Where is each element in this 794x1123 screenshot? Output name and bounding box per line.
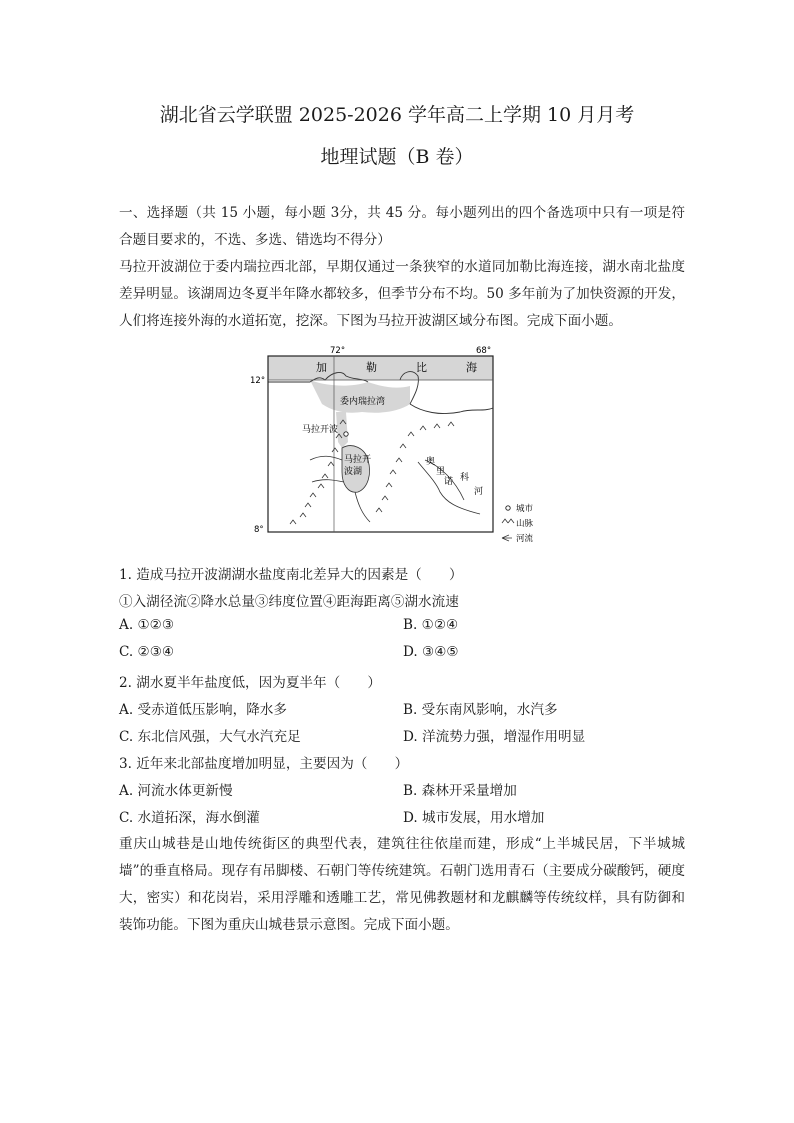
q3-option-c: C. 水道拓深，海水倒灌 bbox=[119, 810, 260, 826]
map-sea-char-3: 比 bbox=[416, 361, 427, 374]
map-sea-char-1: 加 bbox=[316, 361, 327, 374]
page-title-line1: 湖北省云学联盟 2025-2026 学年高二上学期 10 月月考 bbox=[159, 104, 635, 126]
q1-option-c: C. ②③④ bbox=[119, 644, 175, 660]
q2-option-b: B. 受东南风影响，水汽多 bbox=[403, 702, 558, 718]
legend-city-label: 城市 bbox=[516, 504, 534, 514]
q1-option-b: B. ①②④ bbox=[403, 617, 459, 633]
map-lake-label-1: 马拉开 bbox=[344, 455, 372, 465]
q1-factors: ①入湖径流②降水总量③纬度位置④距海距离⑤湖水流速 bbox=[119, 594, 459, 610]
map-river-char-4: 科 bbox=[460, 473, 470, 483]
map-lon-left: 72° bbox=[330, 346, 346, 356]
map-gulf-label: 委内瑞拉湾 bbox=[340, 397, 386, 407]
q2-option-a: A. 受赤道低压影响，降水多 bbox=[119, 702, 287, 718]
maracaibo-map bbox=[250, 342, 550, 547]
q2-option-d: D. 洋流势力强，增湿作用明显 bbox=[403, 729, 586, 745]
map-sea-char-2: 勒 bbox=[366, 361, 377, 374]
q3-option-d: D. 城市发展，用水增加 bbox=[403, 810, 545, 826]
q3-option-b: B. 森林开采量增加 bbox=[403, 783, 517, 799]
passage-maracaibo: 马拉开波湖位于委内瑞拉西北部，早期仅通过一条狭窄的水道同加勒比海连接，湖水南北盐度差异明显。该湖周边冬夏半年降水都较多，但季节分布不均。50 多年前为了加快资源的开发，人们将连接外海的水道拓宽，挖深。下图为马拉开波湖区域分布图。完成下面小题。 bbox=[119, 259, 685, 329]
legend-mountain-label: 山脉 bbox=[516, 519, 534, 529]
map-lat-bottom: 8° bbox=[254, 525, 264, 535]
q1-option-d: D. ③④⑤ bbox=[403, 644, 459, 660]
q1-stem: 1. 造成马拉开波湖湖水盐度南北差异大的因素是（ ） bbox=[119, 567, 463, 583]
map-river-char-1: 奥 bbox=[426, 457, 436, 467]
q2-stem: 2. 湖水夏半年盐度低，因为夏半年（ ） bbox=[119, 675, 381, 691]
section-intro: 一、选择题（共 15 小题，每小题 3分，共 45 分。每小题列出的四个备选项中只有一项是符合题目要求的，不选、多选、错选均不得分） bbox=[119, 205, 685, 248]
map-sea-char-4: 海 bbox=[466, 361, 477, 374]
q3-stem: 3. 近年来北部盐度增加明显，主要因为（ ） bbox=[119, 756, 409, 772]
map-city-label: 马拉开波 bbox=[302, 425, 339, 435]
map-river-char-5: 河 bbox=[474, 487, 484, 497]
page-title-line2: 地理试题（B 卷） bbox=[320, 146, 474, 168]
map-lon-right: 68° bbox=[476, 346, 492, 356]
q2-option-c: C. 东北信风强，大气水汽充足 bbox=[119, 729, 301, 745]
map-river-char-2: 里 bbox=[436, 467, 446, 477]
q1-option-a: A. ①②③ bbox=[119, 617, 175, 633]
map-lat-top: 12° bbox=[250, 376, 266, 386]
passage-chongqing: 重庆山城巷是山地传统街区的典型代表，建筑往往依崖而建，形成“上半城民居，下半城城墙”的垂直格局。现存有吊脚楼、石朝门等传统建筑。石朝门选用青石（主要成分碳酸钙，硬度大，密实）和花岗岩，采用浮雕和透雕工艺，常见佛教题材和龙麒麟等传统纹样，具有防御和装饰功能。下图为重庆山城巷景示意图。完成下面小题。 bbox=[119, 836, 685, 933]
q3-option-a: A. 河流水体更新慢 bbox=[119, 783, 233, 799]
legend-river-label: 河流 bbox=[516, 534, 534, 544]
map-river-char-3: 诺 bbox=[444, 477, 454, 487]
map-lake-label-2: 波湖 bbox=[344, 467, 363, 477]
